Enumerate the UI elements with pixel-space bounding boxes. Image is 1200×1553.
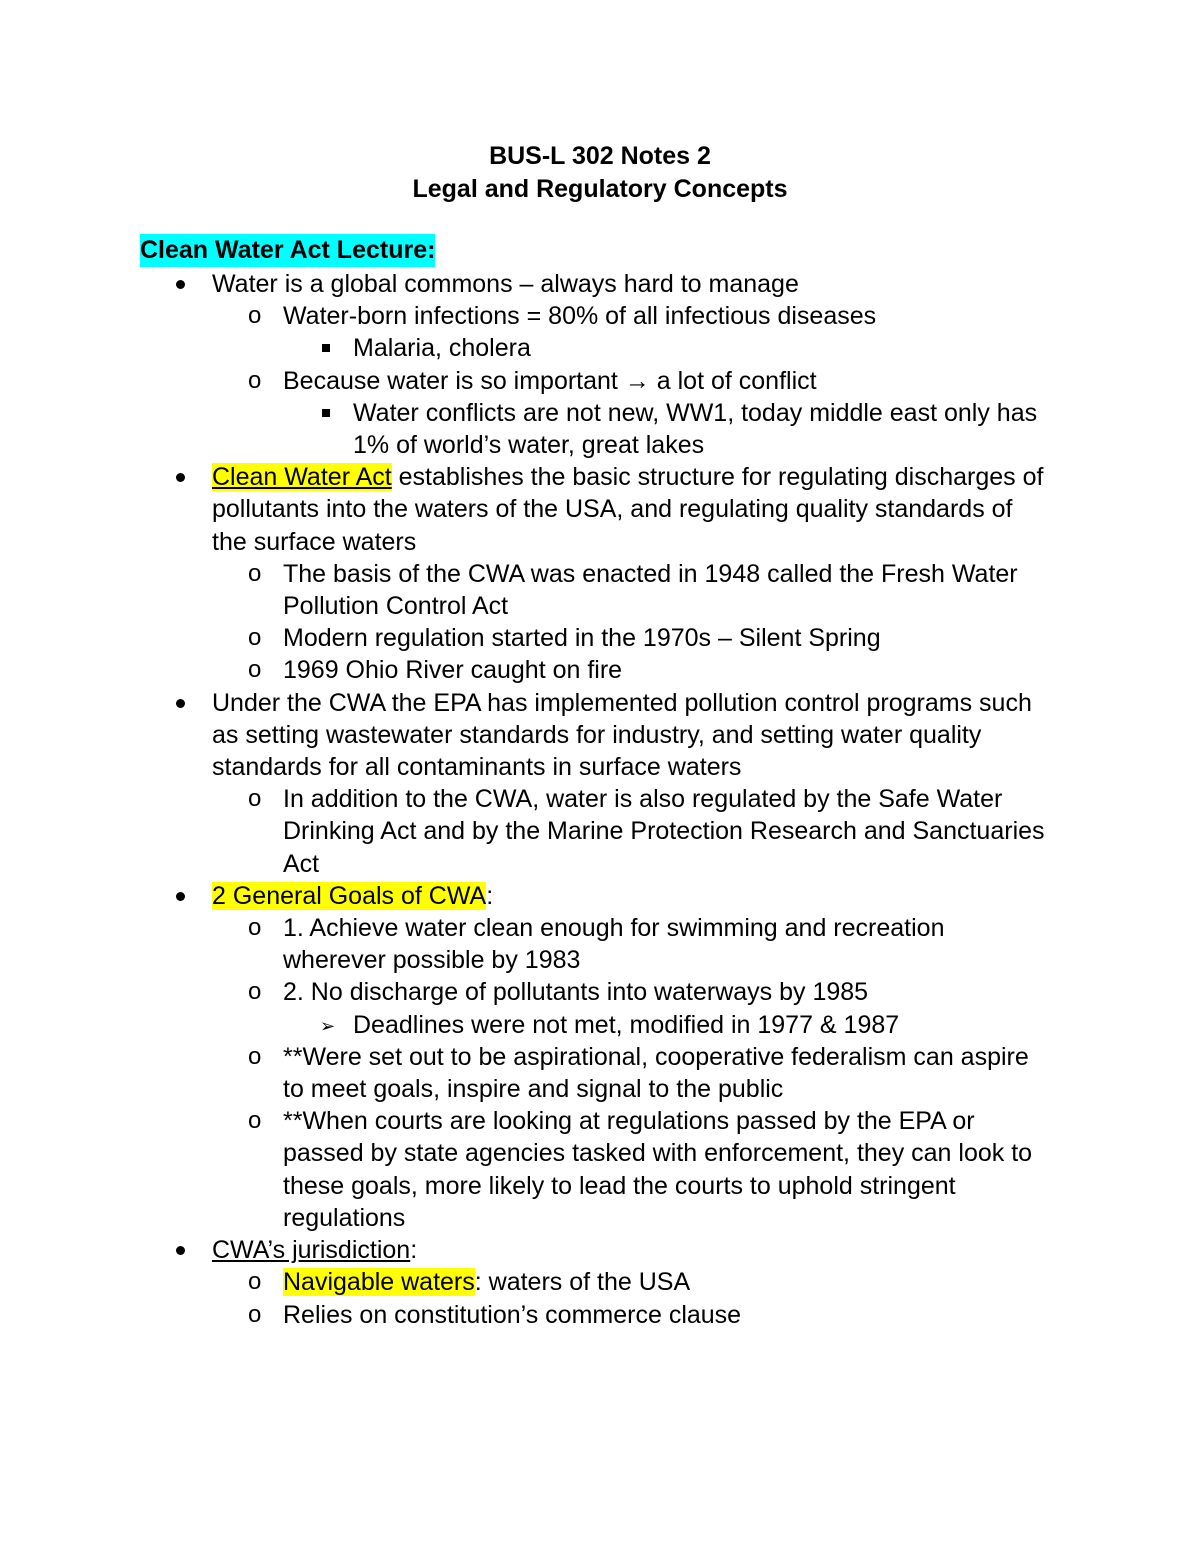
- list-item: [0, 880, 1052, 912]
- list-item: [0, 1299, 1053, 1331]
- list-item: [0, 558, 1053, 622]
- title-line-1: BUS-L 302 Notes 2: [489, 142, 711, 170]
- list-item: [0, 397, 1053, 461]
- bullet-square-icon: [322, 344, 330, 352]
- list-item-text: :: [486, 881, 494, 910]
- list-item-text: Water-born infections = 80% of all infectious diseases: [283, 302, 877, 331]
- bullet-disc-icon: [176, 892, 185, 901]
- list-item: [0, 622, 1053, 654]
- list-item-text: 2. No discharge of pollutants into waterways by 1985: [283, 978, 869, 1007]
- arrow-bullet-icon: ➢: [320, 1015, 336, 1036]
- list-item-text: Water conflicts are not new, WW1, today middle east only has 1% of world’s water, great lakes: [353, 398, 1038, 460]
- highlighted-term: Clean Water Act: [212, 463, 392, 492]
- list-item-text: Water is a global commons – always hard to manage: [212, 270, 799, 298]
- bullet-circle-icon: o: [248, 1268, 262, 1296]
- list-item-text: **Were set out to be aspirational, cooperative federalism can aspire to meet goals, inspire and signal to the public: [283, 1042, 1029, 1104]
- bullet-circle-icon: o: [248, 624, 262, 652]
- list-item: [0, 1009, 1053, 1041]
- list-item: [0, 332, 1053, 364]
- bullet-circle-icon: o: [248, 785, 262, 813]
- list-item-text: establishes the basic structure for regulating discharges of pollutants into the waters of the USA, and regulating quality standards of the surface waters: [212, 463, 1044, 556]
- list-item-text: **When courts are looking at regulations passed by the EPA or passed by state agencies tasked with enforcement, they can look to these goals, more likely to lead the courts to uphold stringent regulations: [283, 1107, 1033, 1232]
- underlined-term: CWA’s jurisdiction: [212, 1236, 411, 1265]
- list-item-text: Because water is so important: [283, 366, 625, 395]
- list-item: [0, 1041, 1053, 1105]
- list-item-text: Modern regulation started in the 1970s – Silent Spring: [283, 624, 881, 653]
- list-item-text: a lot of conflict: [649, 366, 817, 395]
- bullet-circle-icon: o: [248, 366, 262, 394]
- highlighted-term: Navigable waters: [283, 1268, 475, 1297]
- arrow-right-icon: →: [624, 366, 650, 395]
- list-item-text: : waters of the USA: [474, 1268, 691, 1297]
- list-item: [0, 300, 1053, 332]
- list-item: [0, 687, 1052, 784]
- bullet-square-icon: [322, 409, 330, 417]
- list-item: [0, 1105, 1053, 1234]
- bullet-circle-icon: o: [248, 978, 262, 1006]
- document-title: [0, 140, 1200, 206]
- list-item-text: Under the CWA the EPA has implemented pollution control programs such as setting wastewater standards for industry, and setting water quality standards for all contaminants in surface waters: [212, 688, 1032, 782]
- bullet-circle-icon: o: [248, 302, 262, 330]
- list-item: [0, 365, 1053, 397]
- bullet-disc-icon: [176, 699, 185, 708]
- notes-list: [0, 268, 1200, 1331]
- highlighted-term: 2 General Goals of CWA: [212, 881, 487, 910]
- bullet-circle-icon: o: [248, 914, 262, 942]
- bullet-disc-icon: [176, 1246, 185, 1255]
- list-item-text: Relies on constitution’s commerce clause: [283, 1300, 742, 1329]
- bullet-circle-icon: o: [248, 1300, 262, 1328]
- bullet-circle-icon: o: [248, 1042, 262, 1070]
- list-item: [0, 1234, 1052, 1266]
- section-heading: Clean Water Act Lecture:: [140, 234, 435, 267]
- list-item-text: 1969 Ohio River caught on fire: [283, 656, 623, 685]
- list-item-text: 1. Achieve water clean enough for swimming and recreation wherever possible by 1983: [283, 914, 945, 975]
- list-item: [0, 976, 1053, 1008]
- list-item: [0, 268, 1052, 300]
- list-item-text: In addition to the CWA, water is also regulated by the Safe Water Drinking Act and by the Marine Protection Research and Sanctuaries Act: [283, 785, 1045, 878]
- bullet-circle-icon: o: [248, 656, 262, 684]
- bullet-disc-icon: [176, 280, 185, 289]
- list-item-text: Deadlines were not met, modified in 1977 & 1987: [353, 1010, 900, 1039]
- bullet-circle-icon: o: [248, 1107, 262, 1135]
- list-item: [0, 461, 1052, 558]
- title-line-2: Legal and Regulatory Concepts: [412, 175, 788, 203]
- list-item-text: Malaria, cholera: [353, 334, 531, 363]
- list-item: [0, 1266, 1053, 1298]
- list-item-text: :: [410, 1236, 418, 1265]
- list-item-text: The basis of the CWA was enacted in 1948 called the Fresh Water Pollution Control Act: [283, 559, 1018, 621]
- list-item: [0, 912, 1053, 976]
- list-item: [0, 783, 1053, 880]
- bullet-disc-icon: [176, 473, 185, 482]
- bullet-circle-icon: o: [248, 559, 262, 587]
- list-item: [0, 654, 1053, 686]
